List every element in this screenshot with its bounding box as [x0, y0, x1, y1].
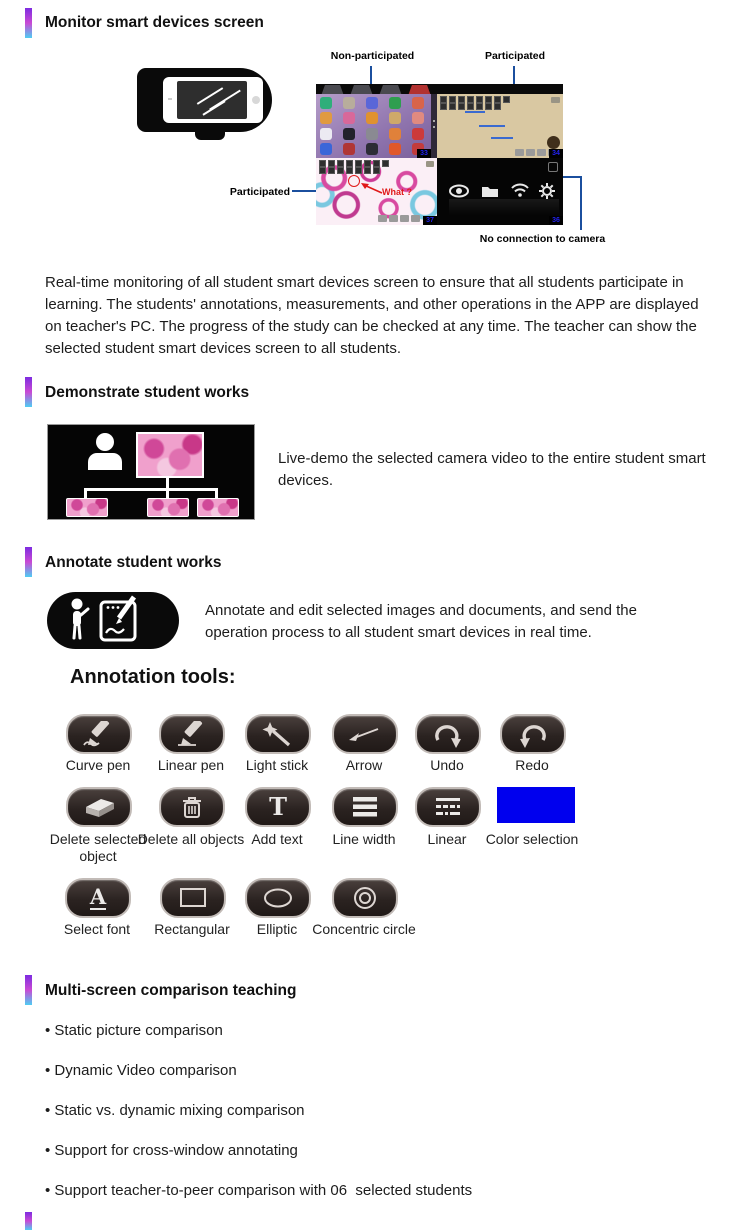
tool-label: Curve pen	[65, 757, 131, 773]
tablet-illustration	[137, 68, 272, 132]
bullet-item: • Dynamic Video comparison	[45, 1062, 237, 1079]
linear-pen-icon	[172, 721, 212, 747]
section-title-monitor: Monitor smart devices screen	[45, 14, 264, 31]
eraser-icon	[78, 793, 120, 821]
teacher-icon	[96, 433, 114, 451]
annotate-description: Annotate and edit selected images and documents, and send the operation process to all student smart devices in real time.	[205, 602, 637, 641]
tool-label: Redo	[515, 757, 549, 773]
line-style-icon	[428, 794, 468, 820]
screen-non-participated	[316, 94, 431, 158]
eye-icon	[449, 184, 469, 198]
monitor-description: Real-time monitoring of all student smart devices screen to ensure that all students participate in learning. The students' annotations, measurements, and other operations in the APP are displayed on teacher's PC. The progress of the study can be checked at any time. The teacher can show the selected student smart devices screen to all students.	[45, 274, 699, 357]
bullet-item: • Static vs. dynamic mixing comparison	[45, 1102, 305, 1119]
phone-speaker	[168, 98, 172, 100]
tablet-stand	[195, 131, 225, 140]
section-title-demonstrate: Demonstrate student works	[45, 384, 250, 401]
line-style-button[interactable]	[415, 787, 481, 827]
section-accent-bar-truncated	[25, 1212, 32, 1230]
red-arrow-annotation	[358, 181, 384, 195]
tool-label: Rectangular	[154, 921, 230, 937]
tool-label: Undo	[430, 757, 464, 773]
person-tablet-pencil-icon	[47, 592, 179, 649]
redo-button[interactable]	[500, 714, 566, 754]
screen-badge: 33	[417, 149, 431, 158]
tool-label: Light stick	[245, 757, 309, 773]
undo-button[interactable]	[415, 714, 481, 754]
light-stick-button[interactable]	[245, 714, 311, 754]
callout-no-camera: No connection to camera	[479, 233, 606, 245]
curve-pen-icon	[79, 721, 119, 747]
callout-participated-top: Participated	[484, 50, 546, 62]
demonstrate-description: Live-demo the selected camera video to the entire student smart devices.	[278, 450, 706, 489]
section-accent-bar	[25, 8, 32, 38]
camera-icon	[551, 97, 560, 103]
tool-label: Select font	[63, 921, 131, 937]
line-width-icon	[345, 794, 385, 820]
folder-icon	[481, 184, 499, 198]
camera-icon	[426, 161, 434, 167]
concentric-circle-button[interactable]	[332, 878, 398, 918]
redo-icon	[513, 720, 553, 748]
ellipse-icon	[258, 885, 298, 911]
gear-icon	[538, 182, 556, 200]
add-text-icon: T	[269, 792, 287, 821]
tool-label: Concentric circle	[312, 921, 416, 937]
phone-home-button	[252, 96, 260, 104]
trash-icon	[172, 793, 212, 821]
demonstrate-illustration	[47, 424, 255, 520]
phone-body	[163, 77, 263, 123]
viewer-tab[interactable]	[319, 85, 346, 94]
student-screen-thumbnail	[197, 498, 239, 517]
viewer-tab-active[interactable]	[406, 85, 433, 94]
annotate-illustration	[47, 592, 179, 649]
student-screen-thumbnail	[147, 498, 189, 517]
window-icon	[548, 162, 558, 172]
screen-badge: 34	[549, 149, 563, 158]
section-accent-bar	[25, 975, 32, 1005]
tool-label: Linear	[427, 831, 467, 847]
line-width-button[interactable]	[332, 787, 398, 827]
screen-participated-1	[437, 94, 563, 158]
callout-line	[580, 176, 582, 230]
viewer-tab[interactable]	[377, 85, 404, 94]
viewer-tab[interactable]	[348, 85, 375, 94]
delete-all-button[interactable]	[159, 787, 225, 827]
select-font-icon: A	[89, 884, 107, 909]
bullet-item: • Support teacher-to-peer comparison with 06 selected students	[45, 1182, 472, 1199]
select-font-button[interactable]	[65, 878, 131, 918]
tool-label: Line width	[332, 831, 396, 847]
bullet-item: • Static picture comparison	[45, 1022, 223, 1039]
section-accent-bar	[25, 547, 32, 577]
light-stick-icon	[258, 721, 298, 747]
screen-participated-2	[316, 158, 437, 225]
section-accent-bar	[25, 377, 32, 407]
phone-screen	[177, 81, 247, 119]
section-title-annotate: Annotate student works	[45, 554, 222, 571]
screen-badge: 36	[549, 216, 563, 225]
tool-label: Add text	[251, 831, 303, 847]
rectangle-icon	[173, 885, 213, 911]
concentric-circle-icon	[345, 884, 385, 912]
callout-participated-left: Participated	[229, 186, 290, 198]
tool-label: Elliptic	[256, 921, 298, 937]
bullet-item: • Support for cross-window annotating	[45, 1142, 298, 1159]
section-title-multi: Multi-screen comparison teaching	[45, 982, 297, 999]
color-swatch[interactable]	[497, 787, 575, 823]
screen-badge: 37	[423, 216, 437, 225]
annotation-tools-heading: Annotation tools:	[70, 666, 236, 688]
linear-pen-button[interactable]	[159, 714, 225, 754]
wifi-icon	[510, 182, 530, 198]
monitor-screens-grid	[316, 84, 563, 225]
callout-non-participated: Non-participated	[330, 50, 415, 62]
what-annotation-text: What ?	[382, 187, 412, 197]
arrow-icon	[345, 721, 385, 747]
arrow-button[interactable]	[332, 714, 398, 754]
main-screen-thumbnail	[136, 432, 204, 478]
tool-label: Delete selected object	[49, 831, 147, 864]
student-screen-thumbnail	[66, 498, 108, 517]
tool-label: Color selection	[485, 831, 579, 847]
delete-selected-button[interactable]	[66, 787, 132, 827]
screen-no-camera	[437, 158, 563, 225]
undo-icon	[428, 720, 468, 748]
rectangular-button[interactable]	[160, 878, 226, 918]
tool-label: Delete all objects	[137, 831, 245, 847]
add-text-button[interactable]	[245, 787, 311, 827]
elliptic-button[interactable]	[245, 878, 311, 918]
curve-pen-button[interactable]	[66, 714, 132, 754]
tool-label: Linear pen	[157, 757, 225, 773]
tool-label: Arrow	[345, 757, 383, 773]
